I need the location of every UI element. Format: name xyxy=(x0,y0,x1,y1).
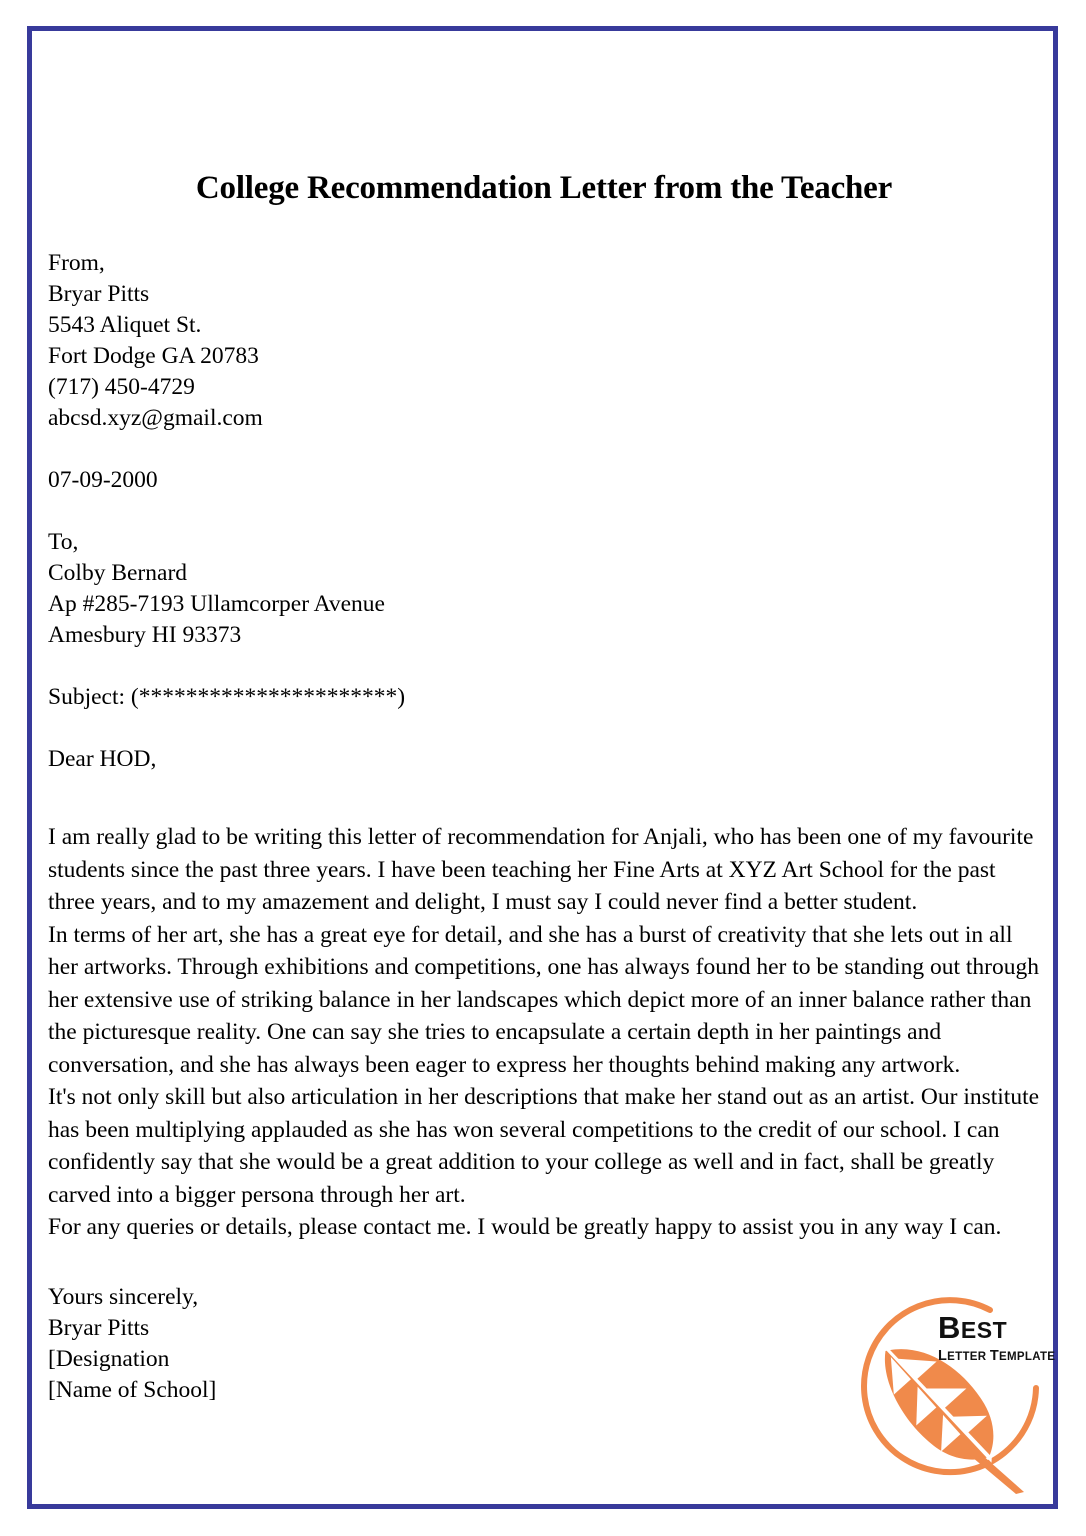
brand-initial: B xyxy=(938,1310,961,1345)
body-paragraph-1: I am really glad to be writing this letter of recommendation for Anjali, who has been one of my favourite students since the past three years. I have been teaching her Fine Arts at XYZ Art School for the past three years, and to my amazement and delight, I must say I could never find a better student. xyxy=(48,824,1034,916)
sender-from-label: From, xyxy=(48,250,105,277)
page-title: College Recommendation Letter from the Teacher xyxy=(195,170,893,206)
salutation-block xyxy=(48,744,1040,775)
letter-body xyxy=(48,821,1040,1244)
letter-date-block xyxy=(48,465,1040,496)
tagline-letter-rest: ETTER xyxy=(947,1351,990,1363)
subject-line: Subject: (**********************) xyxy=(48,684,406,711)
recipient-address-block xyxy=(48,527,1040,651)
brand-name-rest: EST xyxy=(960,1317,1008,1343)
brand-logo xyxy=(840,1296,1056,1496)
tagline-template-rest: EMPLATE xyxy=(999,1351,1056,1363)
brand-name xyxy=(938,1312,1048,1346)
brand-wordmark xyxy=(938,1310,1056,1366)
tagline-template-initial: T xyxy=(989,1348,1000,1364)
brand-tagline xyxy=(938,1348,1056,1366)
sender-email: abcsd.xyz@gmail.com xyxy=(48,405,263,432)
recipient-street: Ap #285-7193 Ullamcorper Avenue xyxy=(48,591,385,618)
sender-address-block xyxy=(48,248,1040,434)
letter-content xyxy=(48,60,1040,1406)
body-paragraph-4: For any queries or details, please contact me. I would be greatly happy to assist you in any way I can. xyxy=(48,1214,1002,1241)
recipient-to-label: To, xyxy=(48,529,79,556)
body-paragraph-3: It's not only skill but also articulation in her descriptions that make her stand out as an artist. Our institute has been multiplying applauded as she has won several competitions to the credit of our school. I can confidently say that she would be a great addition to your college as well and in fact, shall be greatly carved into a bigger persona through her art. xyxy=(48,1084,1040,1208)
recipient-name: Colby Bernard xyxy=(48,560,188,587)
closing-school-placeholder: [Name of School] xyxy=(48,1376,217,1403)
letter-date: 07-09-2000 xyxy=(48,467,158,494)
sender-name: Bryar Pitts xyxy=(48,281,150,308)
closing-valediction: Yours sincerely, xyxy=(48,1283,199,1310)
recipient-city-state-zip: Amesbury HI 93373 xyxy=(48,622,242,649)
subject-line-block xyxy=(48,682,1040,713)
closing-designation-placeholder: [Designation xyxy=(48,1345,170,1372)
salutation: Dear HOD, xyxy=(48,746,157,773)
body-paragraph-2: In terms of her art, she has a great eye for detail, and she has a burst of creativity that she lets out in all her artworks. Through exhibitions and competitions, one has always found her to be standing out through her extensive use of striking balance in her landscapes which depict more of an inner balance rather than the picturesque reality. One can say she tries to encapsulate a certain depth in her paintings and conversation, and she has always been eager to express her thoughts behind making any artwork. xyxy=(48,921,1039,1078)
sender-street: 5543 Aliquet St. xyxy=(48,312,202,339)
closing-name: Bryar Pitts xyxy=(48,1314,150,1341)
sender-city-state-zip: Fort Dodge GA 20783 xyxy=(48,343,259,370)
sender-phone: (717) 450-4729 xyxy=(48,374,195,401)
tagline-letter-initial: L xyxy=(938,1348,948,1364)
